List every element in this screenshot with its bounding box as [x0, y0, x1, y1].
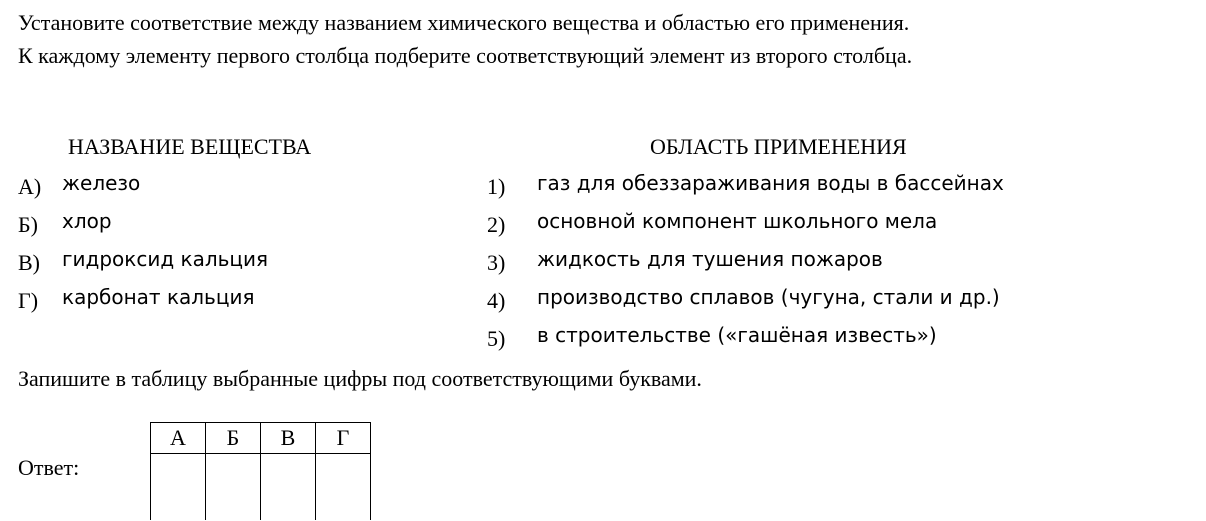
application-key: 3)	[487, 250, 506, 275]
answer-label: Ответ:	[18, 455, 80, 480]
instruction-line-2: К каждому элементу первого столбца подберите соответствующий элемент из второго столбца.	[18, 43, 913, 68]
substance-key: В)	[18, 250, 40, 275]
substance-name: гидроксид кальция	[62, 247, 269, 271]
answer-column-a: А	[151, 423, 206, 454]
answer-header-row	[151, 423, 371, 454]
application-text: основной компонент школьного мела	[537, 209, 938, 233]
answer-cell-g[interactable]	[316, 454, 371, 521]
application-text: газ для обеззараживания воды в бассейнах	[537, 171, 1004, 195]
substance-name: железо	[62, 171, 141, 195]
instruction-line-1: Установите соответствие между названием химического вещества и областью его применения.	[18, 10, 910, 35]
answer-table	[150, 422, 371, 520]
application-text: жидкость для тушения пожаров	[537, 247, 883, 271]
substance-key: Б)	[18, 212, 38, 237]
application-text: в строительстве («гашёная известь»)	[537, 323, 937, 347]
substance-name: хлор	[62, 209, 112, 233]
substance-key: А)	[18, 174, 42, 199]
substance-name: карбонат кальция	[62, 285, 255, 309]
application-column-header: ОБЛАСТЬ ПРИМЕНЕНИЯ	[650, 134, 907, 159]
application-key: 4)	[487, 288, 506, 313]
answer-instruction: Запишите в таблицу выбранные цифры под соответствующими буквами.	[18, 366, 702, 391]
substance-column-header: НАЗВАНИЕ ВЕЩЕСТВА	[68, 134, 312, 159]
task-instructions	[18, 6, 1186, 72]
answer-cell-b[interactable]	[206, 454, 261, 521]
application-key: 2)	[487, 212, 506, 237]
answer-column-v: В	[261, 423, 316, 454]
answer-column-g: Г	[316, 423, 371, 454]
substance-key: Г)	[18, 288, 39, 313]
answer-input-row	[151, 454, 371, 521]
answer-column-b: Б	[206, 423, 261, 454]
answer-cell-v[interactable]	[261, 454, 316, 521]
application-text: производство сплавов (чугуна, стали и др.)	[537, 285, 1000, 309]
application-key: 5)	[487, 326, 506, 351]
application-key: 1)	[487, 174, 506, 199]
answer-cell-a[interactable]	[151, 454, 206, 521]
